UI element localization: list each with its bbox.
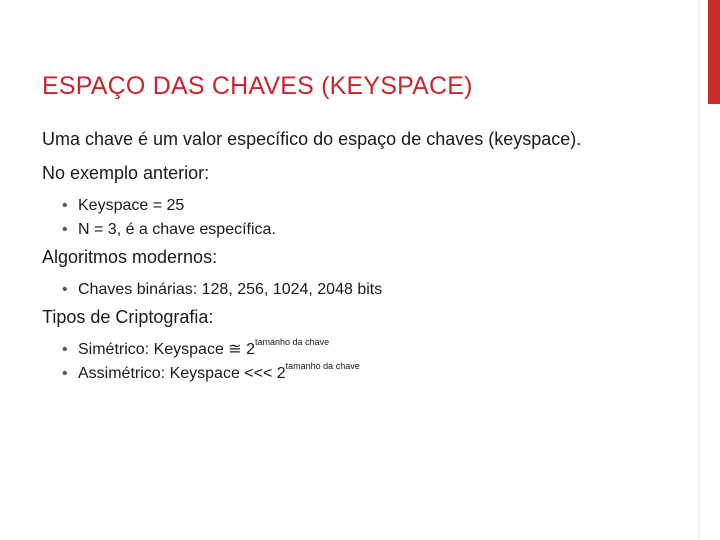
list-example bbox=[42, 196, 692, 240]
bullet-icon: • bbox=[62, 365, 68, 382]
list-item-text: N = 3, é a chave específica. bbox=[78, 221, 276, 238]
list-item-text: Chaves binárias: 128, 256, 1024, 2048 bits bbox=[78, 281, 383, 298]
list-item-text: Keyspace = 25 bbox=[78, 197, 185, 214]
list-item bbox=[62, 360, 692, 384]
list-crypto-types bbox=[42, 336, 692, 384]
list-item bbox=[62, 196, 692, 216]
paragraph-previous-example: No exemplo anterior: bbox=[42, 163, 210, 183]
bullet-icon: • bbox=[62, 341, 68, 358]
bullet-icon: • bbox=[62, 197, 68, 214]
list-item bbox=[62, 280, 692, 300]
slide-title: ESPAÇO DAS CHAVES (KEYSPACE) bbox=[42, 72, 473, 100]
list-item-text: Simétrico: Keyspace ≅ 2 bbox=[78, 341, 256, 358]
list-algorithms bbox=[42, 280, 692, 300]
bullet-icon: • bbox=[62, 221, 68, 238]
paragraph-crypto-types: Tipos de Criptografia: bbox=[42, 307, 214, 327]
slide-side-divider bbox=[698, 0, 700, 540]
exponent-text: tamanho da chave bbox=[285, 360, 360, 371]
paragraph-definition: Uma chave é um valor específico do espaço de chaves (keyspace). bbox=[42, 129, 582, 149]
exponent-text: tamanho da chave bbox=[255, 336, 330, 347]
bullet-icon: • bbox=[62, 281, 68, 298]
slide-body bbox=[42, 128, 692, 390]
paragraph-modern-algorithms: Algoritmos modernos: bbox=[42, 247, 218, 267]
list-item-text: Assimétrico: Keyspace <<< 2 bbox=[78, 365, 286, 382]
accent-bar bbox=[708, 0, 720, 104]
list-item bbox=[62, 220, 692, 240]
list-item bbox=[62, 336, 692, 360]
